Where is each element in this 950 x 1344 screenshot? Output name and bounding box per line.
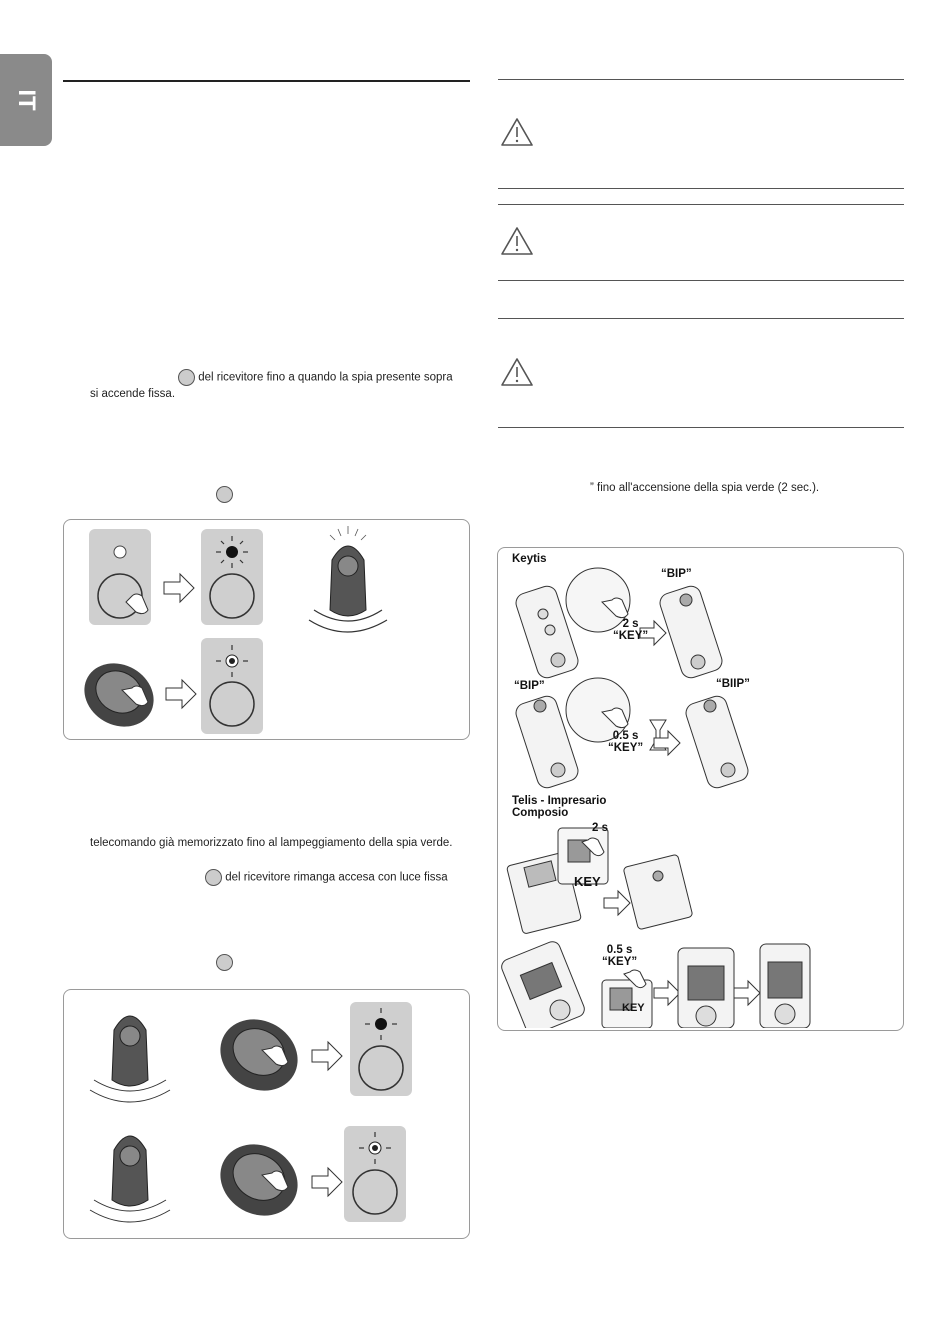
rule-r1: [498, 79, 904, 80]
rule-r3: [498, 204, 904, 205]
language-tab: [0, 54, 52, 146]
keytis-step1-key: “KEY”: [613, 630, 649, 642]
keytis-step1-label: [613, 618, 648, 642]
keytis-step2-label: [608, 730, 643, 754]
warning-icon: [500, 117, 534, 147]
figure-2-illustration: [64, 990, 468, 1237]
telis-step2-key-box: KEY: [622, 1002, 645, 1014]
biip-label: “BIIP”: [716, 678, 750, 690]
warning-icon: [500, 357, 534, 387]
figure-section-keytis: Keytis: [512, 553, 547, 565]
left-para2-line2-wrap: [205, 869, 470, 886]
button-circle-icon: [178, 369, 195, 386]
left-para1-suffix: del ricevitore fino a quando la spia presente sopra: [198, 371, 453, 384]
button-circle-icon: [216, 486, 233, 503]
telis-step2-key: “KEY”: [602, 956, 638, 968]
bip-label-2: “BIP”: [514, 680, 545, 692]
telis-step2-time: 0.5 s: [606, 944, 633, 956]
top-rule-left: [63, 80, 470, 82]
keytis-step2-time: 0.5 s: [612, 730, 639, 742]
rule-r4: [498, 280, 904, 281]
figure-panel-3: [497, 547, 904, 1031]
right-para1: ” fino all'accensione della spia verde (2 sec.).: [590, 482, 820, 494]
left-para2-line2: del ricevitore rimanga accesa con luce fissa: [225, 871, 448, 884]
warning-icon: [500, 226, 534, 256]
figure-panel-2: [63, 989, 470, 1239]
left-para1-line2: si accende fissa.: [90, 388, 176, 400]
telis-step1-time: 2 s: [592, 822, 608, 834]
keytis-step1-time: 2 s: [622, 618, 639, 630]
left-para1: [90, 369, 470, 402]
rule-r2: [498, 188, 904, 189]
telis-step1-key: KEY: [574, 874, 601, 889]
figure-3-illustration: [498, 548, 902, 1028]
language-label: IT: [13, 89, 40, 111]
telis-step2-label: [602, 944, 637, 968]
keytis-step2-key: “KEY”: [608, 742, 644, 754]
figure-1-illustration: [64, 520, 468, 738]
button-circle-icon: [205, 869, 222, 886]
bip-label-1: “BIP”: [661, 568, 692, 580]
rule-r5: [498, 318, 904, 319]
figure-panel-1: [63, 519, 470, 740]
button-circle-icon: [216, 954, 233, 971]
figure-section-telis-line1: Telis - Impresario: [512, 795, 607, 807]
rule-r6: [498, 427, 904, 428]
figure-section-telis-line2: Composio: [512, 807, 569, 819]
left-para2-line1: telecomando già memorizzato fino al lampeggiamento della spia verde.: [90, 837, 453, 849]
